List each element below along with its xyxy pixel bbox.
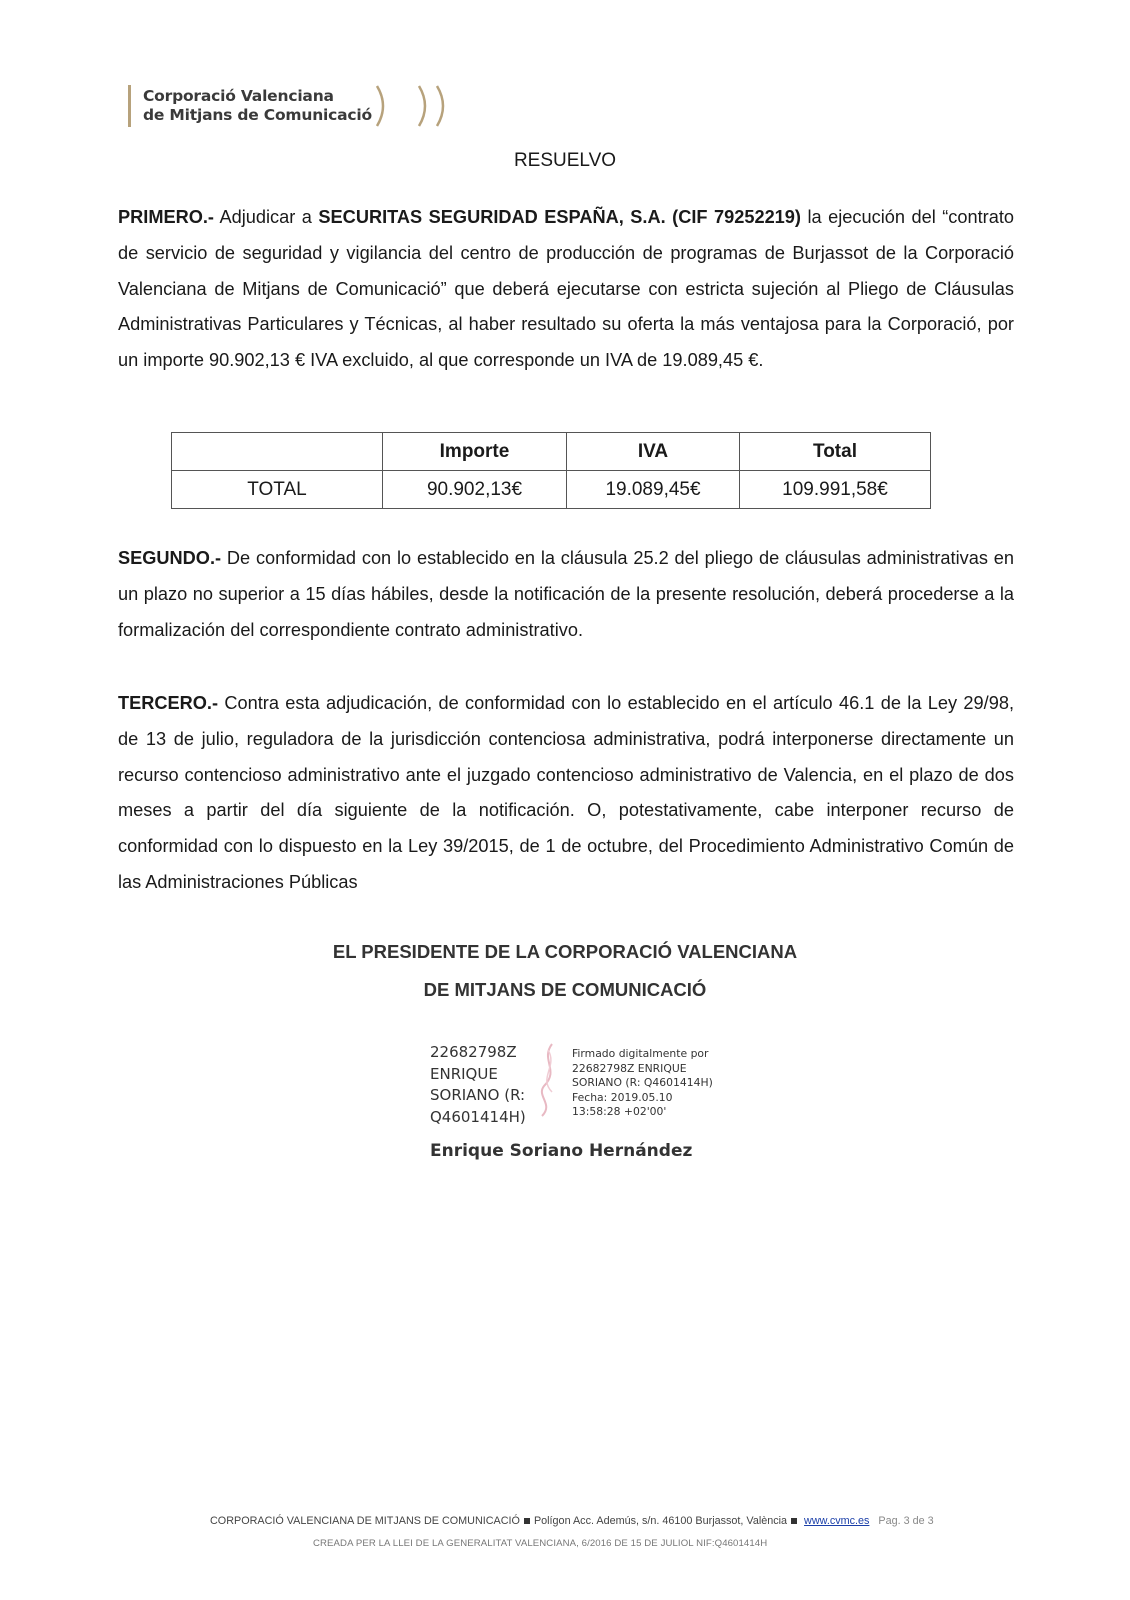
segundo-label: SEGUNDO.- <box>118 548 222 568</box>
table-cell-iva: 19.089,45€ <box>567 471 740 509</box>
corporation-logo <box>128 84 372 128</box>
tercero-paragraph <box>118 686 1014 901</box>
primero-label: PRIMERO.- <box>118 207 214 227</box>
footer-page-number: Pag. 3 de 3 <box>878 1515 934 1527</box>
primero-text-2: la ejecución del “contrato de servicio de seguridad y vigilancia del centro de producción de programas de Burjassot de la Corporació Valenciana de Mitjans de Comunicació” que deberá ejecutarse con estricta sujeción al Pliego de Cláusulas Administrativas Particulares y Técnicas, al haber resultado su oferta la más ventajosa para la Corporació, por un importe 90.902,13 € IVA excluido, al que corresponde un IVA de 19.089,45 €. <box>118 207 1015 371</box>
table-cell-total: 109.991,58€ <box>740 471 931 509</box>
segundo-text: De conformidad con lo establecido en la cláusula 25.2 del pliego de cláusulas administrativas en un plazo no superior a 15 días hábiles, desde la notificación de la presente resolución, deberá procederse a la formalización del correspondiente contrato administrativo. <box>118 548 1014 640</box>
table-cell-importe: 90.902,13€ <box>383 471 567 509</box>
footer-website-link[interactable]: www.cvmc.es <box>804 1515 870 1527</box>
signature-id-line: Q4601414H) <box>430 1107 526 1126</box>
primero-text-1: Adjudicar a <box>214 207 319 227</box>
footer-square-icon <box>524 1518 530 1524</box>
signature-mark-icon <box>530 1040 570 1120</box>
tercero-label: TERCERO.- <box>118 693 219 713</box>
table-header-empty <box>172 433 383 471</box>
signatory-title-2: DE MITJANS DE COMUNICACIÓ <box>423 979 707 1000</box>
table-header-row <box>172 433 931 471</box>
segundo-paragraph <box>118 541 1014 648</box>
logo-line-1: Corporació Valenciana <box>143 87 334 105</box>
resolution-heading: RESUELVO <box>513 150 617 171</box>
footer-square-icon <box>791 1518 797 1524</box>
digital-signature-line: SORIANO (R: Q4601414H) <box>572 1076 713 1090</box>
footer-org: CORPORACIÓ VALENCIANA DE MITJANS DE COMUNICACIÓ <box>210 1515 520 1527</box>
digital-signature-block <box>572 1047 713 1120</box>
digital-signature-line: Fecha: 2019.05.10 <box>572 1090 673 1104</box>
footer-line-1 <box>210 1515 934 1527</box>
signature-id-line: SORIANO (R: <box>430 1086 526 1104</box>
signatory-title-1: EL PRESIDENTE DE LA CORPORACIÓ VALENCIANA <box>332 941 798 962</box>
digital-signature-line: Firmado digitalmente por <box>572 1047 709 1060</box>
signature-id-block <box>430 1042 526 1128</box>
table-header-iva: IVA <box>567 433 740 471</box>
primero-paragraph <box>118 200 1014 379</box>
table-row <box>172 471 931 509</box>
table-header-total: Total <box>740 433 931 471</box>
logo-line-2: de Mitjans de Comunicació <box>143 106 372 124</box>
tercero-text: Contra esta adjudicación, de conformidad con lo establecido en el artículo 46.1 de la Ley 29/98, de 13 de julio, reguladora de la jurisdicción contenciosa administrativa, podrá interponerse directamente un recurso contencioso administrativo ante el juzgado contencioso administrativo de Valencia, en el plazo de dos meses a partir del día siguiente de la notificación. O, potestativamente, cabe interponer recurso de conformidad con lo dispuesto en la Ley 39/2015, de 1 de octubre, del Procedimiento Administrativo Común de las Administraciones Públicas <box>118 693 1014 892</box>
company-name: SECURITAS SEGURIDAD ESPAÑA, S.A. (CIF 79252219) <box>318 207 801 227</box>
logo-bar <box>128 85 131 127</box>
footer-address: Polígon Acc. Ademús, s/n. 46100 Burjassot, València <box>533 1515 788 1527</box>
digital-signature-line: 22682798Z ENRIQUE <box>572 1061 687 1075</box>
logo-arcs-icon <box>375 84 455 128</box>
footer-line-2: CREADA PER LA LLEI DE LA GENERALITAT VALENCIANA, 6/2016 DE 15 DE JULIOL NIF:Q4601414H <box>313 1538 768 1549</box>
signature-id-line: 22682798Z <box>430 1043 517 1061</box>
signature-id-line: ENRIQUE <box>430 1064 498 1083</box>
amounts-table <box>171 432 931 509</box>
table-header-importe: Importe <box>383 433 567 471</box>
digital-signature-line: 13:58:28 +02'00' <box>572 1105 667 1119</box>
table-cell-label: TOTAL <box>172 471 383 509</box>
signatory-name: Enrique Soriano Hernández <box>430 1141 693 1161</box>
logo-text <box>143 87 372 125</box>
